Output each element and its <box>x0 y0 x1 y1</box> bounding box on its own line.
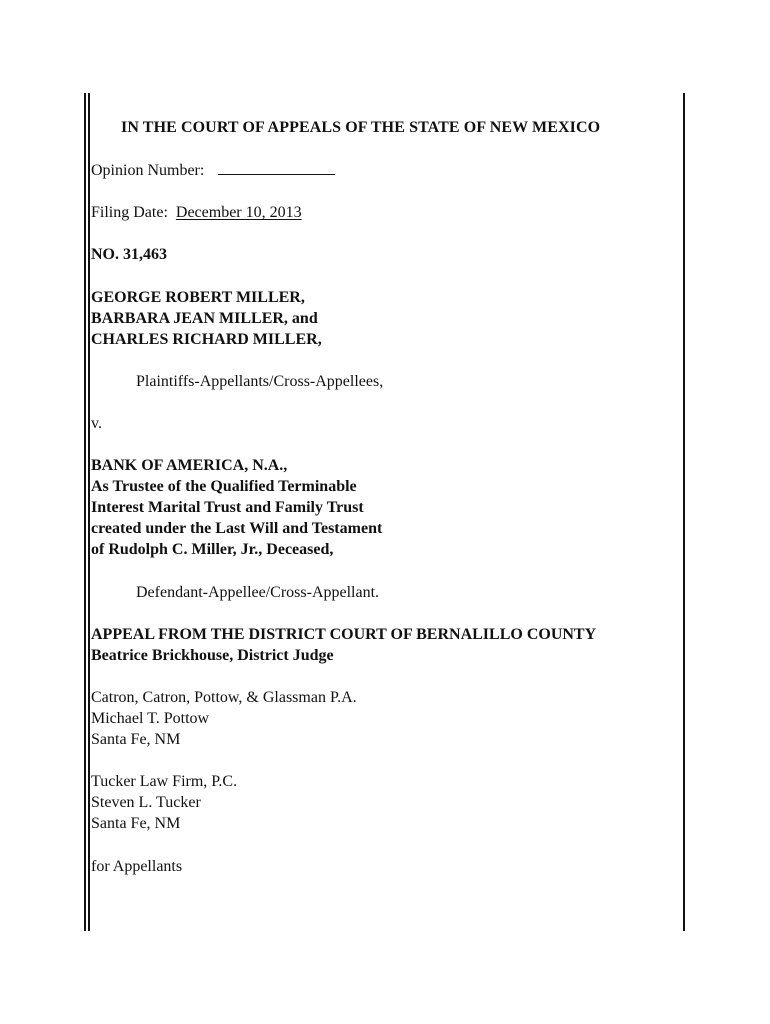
defendant-role: Defendant-Appellee/Cross-Appellant. <box>136 584 380 601</box>
counsel-location: Santa Fe, NM <box>91 731 181 748</box>
left-margin-rule-inner <box>88 93 90 931</box>
opinion-number-label: Opinion Number: <box>91 162 205 179</box>
plaintiff-name: GEORGE ROBERT MILLER, <box>91 289 305 306</box>
left-margin-rule-outer <box>84 93 86 931</box>
opinion-number-blank <box>218 162 335 175</box>
appeal-heading: APPEAL FROM THE DISTRICT COURT OF BERNALILLO COUNTY <box>91 626 597 643</box>
counsel-attorney: Steven L. Tucker <box>91 794 201 811</box>
counsel-firm: Catron, Catron, Pottow, & Glassman P.A. <box>91 689 357 706</box>
filing-date-value: December 10, 2013 <box>175 204 302 221</box>
court-title: IN THE COURT OF APPEALS OF THE STATE OF NEW MEXICO <box>121 119 601 136</box>
plaintiffs-role: Plaintiffs-Appellants/Cross-Appellees, <box>136 373 384 390</box>
opinion-number-line <box>91 160 335 181</box>
versus: v. <box>91 415 102 432</box>
defendant-line: Interest Marital Trust and Family Trust <box>91 499 364 516</box>
defendant-line: created under the Last Will and Testament <box>91 520 383 537</box>
filing-date-label: Filing Date: <box>91 204 168 221</box>
district-judge: Beatrice Brickhouse, District Judge <box>91 647 334 664</box>
plaintiff-name: BARBARA JEAN MILLER, and <box>91 310 318 327</box>
counsel-location: Santa Fe, NM <box>91 815 181 832</box>
defendant-line: BANK OF AMERICA, N.A., <box>91 457 288 474</box>
defendant-line: As Trustee of the Qualified Terminable <box>91 478 357 495</box>
counsel-firm: Tucker Law Firm, P.C. <box>91 773 238 790</box>
defendant-line: of Rudolph C. Miller, Jr., Deceased, <box>91 541 334 558</box>
counsel-attorney: Michael T. Pottow <box>91 710 210 727</box>
case-number: NO. 31,463 <box>91 246 167 263</box>
plaintiff-name: CHARLES RICHARD MILLER, <box>91 331 322 348</box>
for-party: for Appellants <box>91 858 183 875</box>
right-margin-rule <box>683 93 685 931</box>
filing-date-line <box>91 202 302 223</box>
